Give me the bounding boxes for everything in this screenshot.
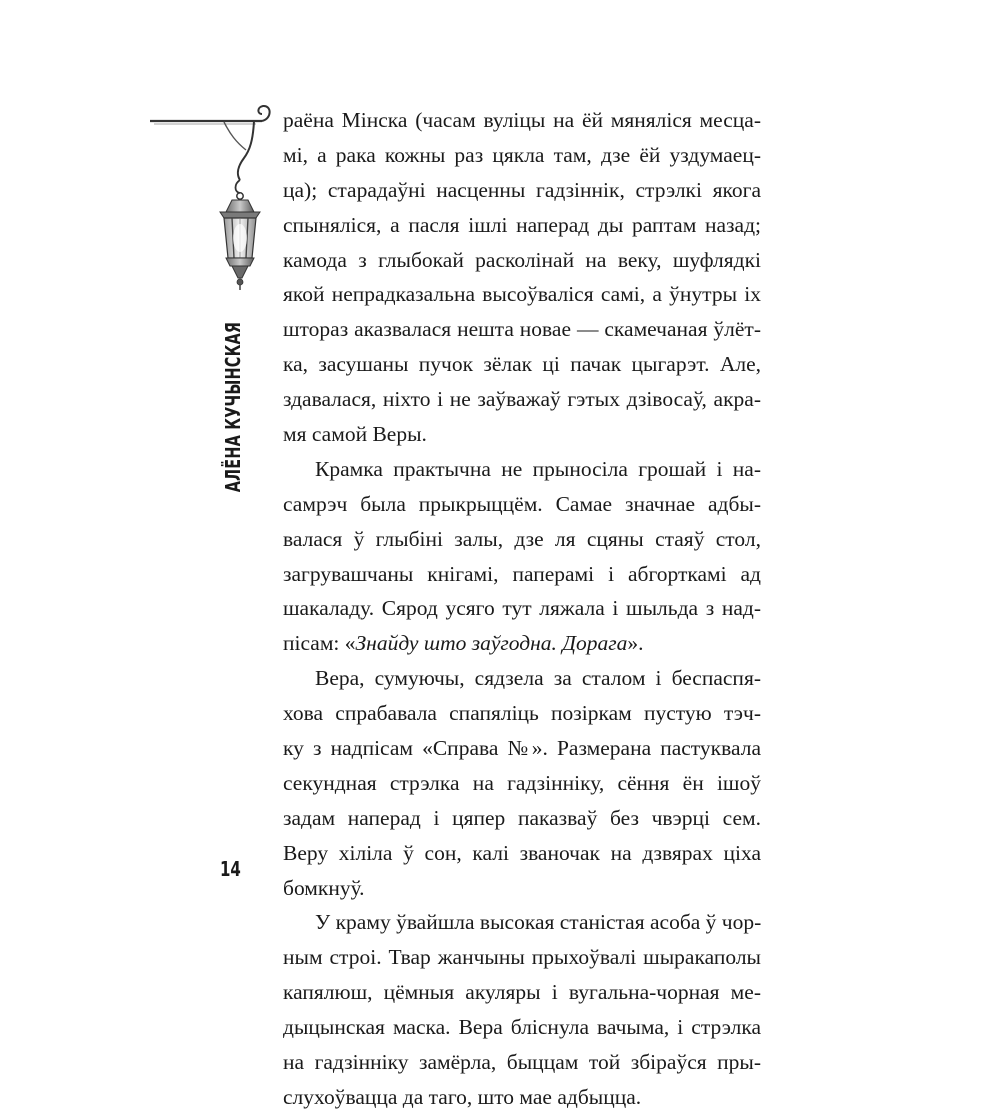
text-line: здавалася, ніхто і не заўважаў гэтых дзівосаў, акра- bbox=[283, 387, 761, 412]
page-number: 14 bbox=[220, 857, 241, 881]
text-line: Крамка практычна не прыносіла грошай і на- bbox=[315, 456, 761, 481]
text-line: ца); старадаўні насценны гадзіннік, стрэлкі якога bbox=[283, 177, 761, 202]
body-text bbox=[283, 103, 761, 1115]
sign-text-italic: Знайду што заўгодна. Дорага bbox=[355, 631, 628, 656]
text-line: ка, засушаны пучок зёлак ці пачак цыгарэт. Але, bbox=[283, 352, 761, 377]
text-line: самрэч была прыкрыццём. Самае значнае адбы- bbox=[283, 491, 761, 516]
text-line: якой непрадказальна высоўваліся самі, а ўнутры іх bbox=[283, 282, 761, 307]
text-line: спыняліся, а пасля ішлі наперад ды раптам назад; bbox=[283, 212, 761, 237]
text-line: капялюш, цёмныя акуляры і вугальна-чорная ме- bbox=[283, 980, 761, 1005]
author-name: АЛЁНА КУЧЫНСКАЯ bbox=[221, 321, 245, 493]
text-line: секундная стрэлка на гадзінніку, сёння ён ішоў bbox=[283, 770, 761, 795]
text-line: Веру хіліла ў сон, калі званочак на дзвярах ціха bbox=[283, 840, 761, 865]
text-line: валася ў глыбіні залы, дзе ля сцяны стаяў стол, bbox=[283, 526, 761, 551]
sign-prefix: пісам: « bbox=[283, 631, 356, 656]
text-line: раёна Мінска (часам вуліцы на ёй мяняліся месца- bbox=[283, 108, 761, 132]
text-line: дыцынская маска. Вера бліснула вачыма, і стрэлка bbox=[283, 1015, 761, 1040]
text-line: задам наперад і цяпер паказваў без чвэрці сем. bbox=[283, 805, 761, 830]
author-name-vertical bbox=[218, 322, 248, 492]
text-line: шакаладу. Сярод усяго тут ляжала і шыльда з над- bbox=[283, 596, 761, 621]
text-line-sign bbox=[283, 626, 761, 661]
text-line: ку з надпісам «Справа №». Размерана пастуквала bbox=[283, 736, 761, 761]
sign-suffix: ». bbox=[627, 631, 644, 656]
text-line: камода з глыбокай расколінай на веку, шуфлядкі bbox=[283, 247, 761, 272]
text-line: мі, а рака кожны раз цякла там, дзе ёй уздумаец- bbox=[283, 142, 761, 167]
text-line: ным строі. Твар жанчыны прыхоўвалі шыракаполы bbox=[283, 945, 761, 970]
text-line: слухоўвацца да таго, што мае адбыцца. bbox=[283, 1084, 642, 1109]
text-line: штораз аказвалася нешта новае — скамечаная ўлёт- bbox=[283, 317, 761, 342]
street-lantern-illustration bbox=[150, 100, 275, 300]
text-line: бомкнуў. bbox=[283, 875, 365, 900]
text-line: загрувашчаны кнігамі, паперамі і абгорткамі ад bbox=[283, 561, 761, 586]
text-line: мя самой Веры. bbox=[283, 422, 427, 447]
text-line: хова спрабавала спапяліць позіркам пустую тэч- bbox=[283, 701, 761, 726]
text-line: на гадзінніку замёрла, быццам той збіраўся пры- bbox=[283, 1050, 761, 1075]
text-line: Вера, сумуючы, сядзела за сталом і беспаспя- bbox=[315, 666, 761, 691]
text-line: У краму ўвайшла высокая станістая асоба ў чор- bbox=[315, 910, 761, 935]
